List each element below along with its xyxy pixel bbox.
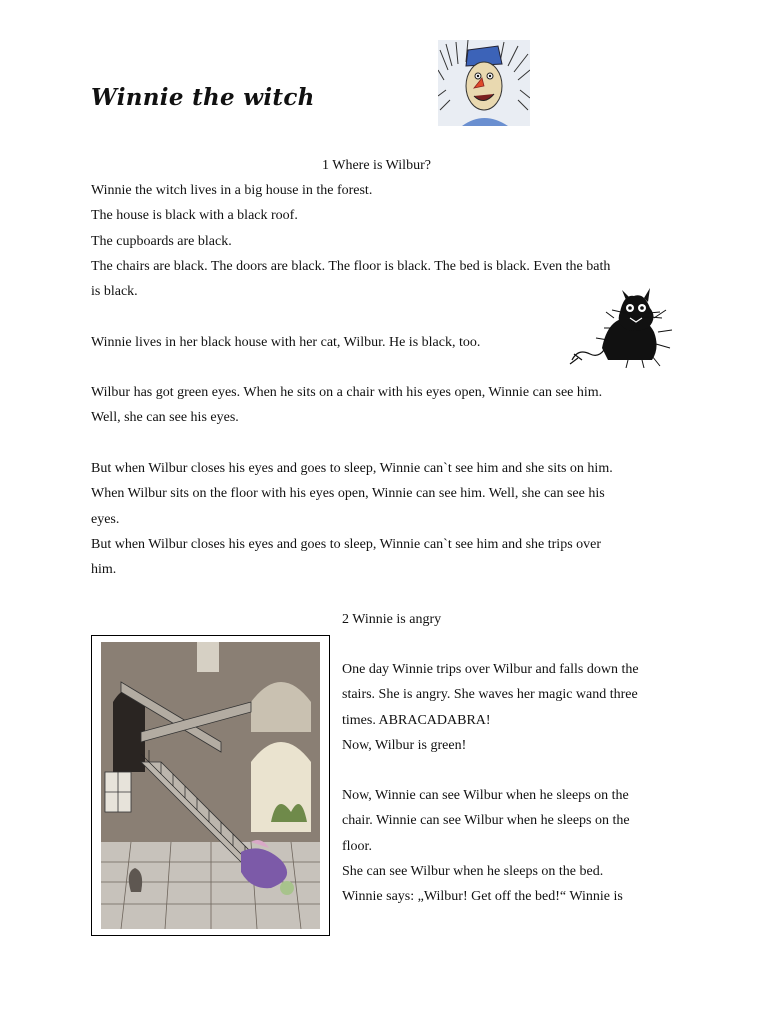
text-line: When Wilbur sits on the floor with his eyes open, Winnie can see him. Well, she can see his [91,486,605,502]
text-line: Now, Wilbur is green! [342,737,467,753]
section-1-paragraph-1 [91,178,610,304]
section-1-heading: 1 Where is Wilbur? [322,158,431,173]
witch-portrait-image [438,40,530,126]
text-line: floor. [342,838,372,854]
staircase-illustration [101,642,320,929]
section-1-paragraph-3 [91,380,602,431]
text-line: She can see Wilbur when he sleeps on the bed. [342,863,604,879]
section-2-paragraph-1 [342,657,639,758]
section-1-paragraph-4 [91,456,613,582]
text-line: Winnie the witch lives in a big house in the forest. [91,183,373,198]
text-line: Well, she can see his eyes. [91,410,239,426]
text-line: stairs. She is angry. She waves her magic wand three [342,687,638,703]
text-line: Now, Winnie can see Wilbur when he sleeps on the [342,788,629,803]
text-line: eyes. [91,511,120,527]
section-2-heading: 2 Winnie is angry [342,612,442,627]
text-line: chair. Winnie can see Wilbur when he sleeps on the [342,813,630,829]
text-line: The house is black with a black roof. [91,208,298,224]
text-line: The cupboards are black. [91,233,232,249]
section-1-paragraph-2: Winnie lives in her black house with her cat, Wilbur. He is black, too. [91,335,481,350]
staircase-image-frame [91,635,330,936]
text-line: But when Wilbur closes his eyes and goes to sleep, Winnie can`t see him and she trips over [91,536,602,552]
text-line: But when Wilbur closes his eyes and goes to sleep, Winnie can`t see him and she sits on him. [91,461,613,476]
text-line: times. ABRACADABRA! [342,712,491,728]
text-line: him. [91,562,117,578]
text-line: One day Winnie trips over Wilbur and falls down the [342,662,639,677]
page-title: Winnie the witch [91,84,315,111]
text-line: The chairs are black. The doors are black. The floor is black. The bed is black. Even the bath [91,258,611,274]
text-line: Winnie says: „Wilbur! Get off the bed!“ Winnie is [342,889,623,905]
cat-wilbur-image [568,288,680,368]
text-line: Wilbur has got green eyes. When he sits on a chair with his eyes open, Winnie can see him. [91,385,603,400]
section-2-paragraph-2 [342,783,630,909]
text-line: is black. [91,284,138,300]
